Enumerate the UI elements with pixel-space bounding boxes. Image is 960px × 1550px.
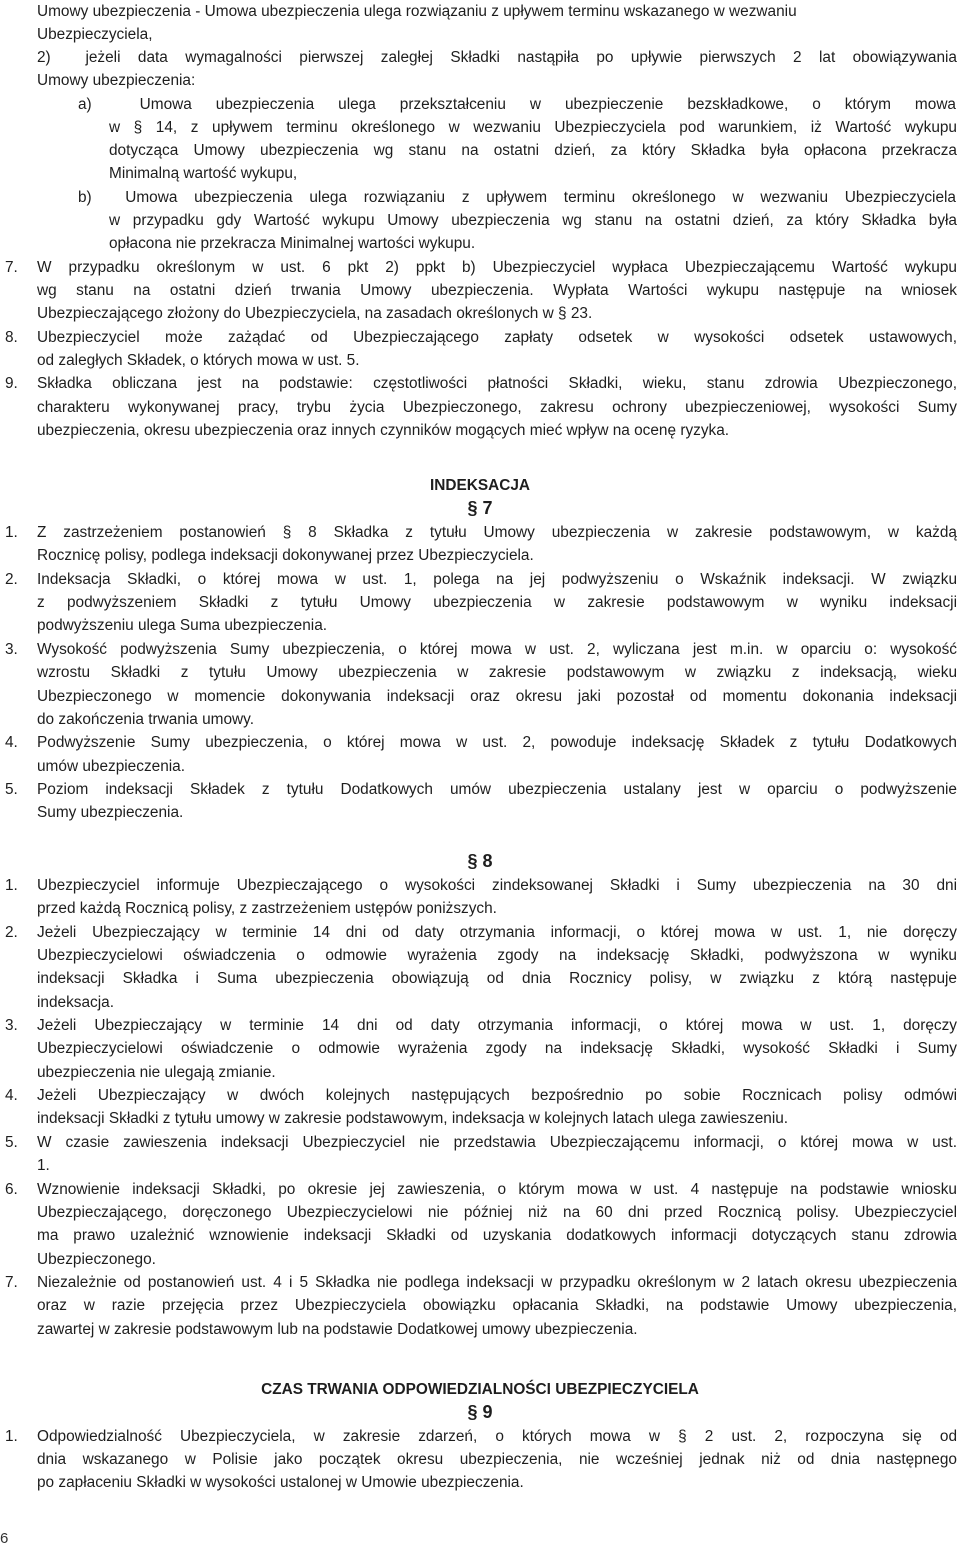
text-line: 3. [5,1017,18,1034]
text-line: 1. [5,877,18,894]
text-line: Jeżeli Ubezpieczający w dwóch kolejnych następujących bezpośrednio po sobie Rocznicach polisy odmówi [37,1087,957,1104]
text-line: indeksacji Składki z tytułu umowy w zakresie podstawowym, indeksacja w kolejnych latach ulega zawieszeniu. [37,1110,789,1127]
section-heading: § 9 [467,1402,493,1422]
text-line: Składka obliczana jest na podstawie: częstotliwości płatności Składki, wieku, stanu zdrowia Ubezpieczonego, [37,375,957,392]
text-line: Umowy ubezpieczenia: [37,72,196,89]
text-line: W przypadku określonym w ust. 6 pkt 2) ppkt b) Ubezpieczyciel wypłaca Ubezpieczającemu Wartość wykupu [37,259,957,276]
text-line: Ubezpieczyciel informuje Ubezpieczającego o wysokości zindeksowanej Składki i Sumy ubezpieczenia na 30 dni [37,877,957,894]
text-line: 2) jeżeli data wymagalności pierwszej zaległej Składki nastąpiła po upływie pierwszych 2 lat obowiązywania [37,49,957,66]
text-line: indeksacji Składka i Suma ubezpieczenia obowiązują od dnia Rocznicy polisy, w związku z którą następuje [37,970,957,987]
text-line: Ubezpieczającego złożony do Ubezpieczyciela, na zasadach określonych w § 23. [37,305,593,322]
text-line: Ubezpieczyciel może zażądać od Ubezpieczającego zapłaty odsetek w wysokości odsetek ustawowych, [37,329,957,346]
text-line: oraz w razie przejęcia przez Ubezpieczyciela obowiązku opłacania Składki, na podstawie Umowy ubezpieczenia, [37,1297,957,1314]
text-line: Podwyższenie Sumy ubezpieczenia, o której mowa w ust. 2, powoduje indeksację Składek z tytułu Dodatkowych [37,734,957,751]
text-line: Jeżeli Ubezpieczający w terminie 14 dni od daty otrzymania informacji, o której mowa w ust. 1, nie doręczy [37,924,957,941]
text-line: dnia wskazanego w Polisie jako początek okresu ubezpieczenia, nie wcześniej jednak niż od dnia następnego [37,1451,957,1468]
text-line: z podwyższeniem Składki z tytułu Umowy ubezpieczenia w zakresie podstawowym w wyniku indeksacji [37,594,957,611]
text-line: Z zastrzeżeniem postanowień § 8 Składka z tytułu Umowy ubezpieczenia w zakresie podstawowym, w każdą [37,524,957,541]
text-line: 1. [5,1428,18,1445]
text-line: Jeżeli Ubezpieczający w terminie 14 dni od daty otrzymania informacji, o której mowa w ust. 1, doręczy [37,1017,957,1034]
section-heading: CZAS TRWANIA ODPOWIEDZIALNOŚCI UBEZPIECZYCIELA [261,1381,699,1398]
text-line: Indeksacja Składki, o której mowa w ust. 1, polega na jej podwyższeniu o Wskaźnik indeksacji. W związku [37,571,957,588]
text-line: 2. [5,571,18,588]
section-heading: INDEKSACJA [429,477,531,494]
text-line: umów ubezpieczenia. [37,758,186,775]
text-line: Niezależnie od postanowień ust. 4 i 5 Składka nie podlega indeksacji w przypadku określonym w 2 latach okresu ubezpieczenia [37,1274,957,1291]
text-line: ma prawo uzależnić wznowienie indeksacji Składki od uzyskania dodatkowych informacji dotyczących stanu zdrowia [37,1227,957,1244]
text-line: indeksacja. [37,994,114,1011]
text-line: Sumy ubezpieczenia. [37,804,184,821]
text-line: Umowy ubezpieczenia - Umowa ubezpieczenia ulega rozwiązaniu z upływem terminu wskazanego w wezwaniu [37,3,797,20]
text-line: 7. [5,1274,18,1291]
text-line: 1. [5,524,18,541]
text-line: od zaległych Składek, o których mowa w ust. 5. [37,352,360,369]
page-number: 6 [0,1530,9,1547]
text-line: Ubezpieczonego w momencie dokonywania indeksacji oraz okresu jaki pozostał od momentu dokonania indeksacji [37,688,957,705]
text-line: wzrostu Składki z tytułu Umowy ubezpieczenia w zakresie podstawowym w związku z indeksacją, wieku [37,664,957,681]
text-line: 9. [5,375,18,392]
text-line: Ubezpieczycielowi oświadczenia o odmowie wyrażenia zgody na indeksację Składki, podwyższona w wyniku [37,947,957,964]
text-line: wg stanu na ostatni dzień trwania Umowy ubezpieczenia. Wypłata Wartości wykupu następuje na wniosek [37,282,957,299]
text-line: Ubezpieczonego. [37,1251,156,1268]
text-line: dotycząca Umowy ubezpieczenia wg stanu na ostatni dzień, za który Składka była opłacona przekracza [109,142,957,159]
text-line: ubezpieczenia, okresu ubezpieczenia oraz innych czynników mogących mieć wpływ na ocenę ryzyka. [37,422,730,439]
text-line: 4. [5,734,18,751]
text-line: po zapłaceniu Składki w wysokości ustalonej w Umowie ubezpieczenia. [37,1474,524,1491]
text-line: 7. [5,259,18,276]
text-line: w przypadku gdy Wartość wykupu Umowy ubezpieczenia wg stanu na ostatni dzień, za który Składka była [109,212,957,229]
text-line: 2. [5,924,18,941]
text-line: Minimalną wartość wykupu, [109,165,298,182]
text-line: 4. [5,1087,18,1104]
text-line: charakteru wykonywanej pracy, trybu życia Ubezpieczonego, zakresu ochrony ubezpieczeniowej, wysokości Sumy [37,399,957,416]
text-line: 6. [5,1181,18,1198]
text-line: 5. [5,781,18,798]
section-heading: § 7 [467,498,493,518]
text-line: Ubezpieczającego, doręczonego Ubezpieczycielowi nie później niż na 60 dni przed Rocznicą polisy. Ubezpieczyciel [37,1204,957,1221]
text-line: Poziom indeksacji Składek z tytułu Dodatkowych umów ubezpieczenia ustalany jest w oparciu o podwyższenie [37,781,957,798]
section-heading: § 8 [467,851,493,871]
text-line: Ubezpieczyciela, [37,26,153,43]
text-line: w § 14, z upływem terminu określonego w wezwaniu Ubezpieczyciela pod warunkiem, iż Wartość wykupu [109,119,957,136]
text-line: 3. [5,641,18,658]
text-line: zawartej w zakresie podstawowym lub na podstawie Dodatkowej umowy ubezpieczenia. [37,1321,638,1338]
text-line: 1. [37,1157,50,1174]
text-line: 5. [5,1134,18,1151]
text-line: podwyższeniu ulega Suma ubezpieczenia. [37,617,328,634]
text-line: przed każdą Rocznicą polisy, z zastrzeżeniem ustępów poniższych. [37,900,497,917]
text-line: a) Umowa ubezpieczenia ulega przekształceniu w ubezpieczenie bezskładkowe, o którym mowa [78,96,956,113]
text-line: ubezpieczenia nie ulegają zmianie. [37,1064,276,1081]
text-line: Odpowiedzialność Ubezpieczyciela, w zakresie zdarzeń, o których mowa w § 2 ust. 2, rozpoczyna się od [37,1428,957,1445]
text-line: 8. [5,329,18,346]
text-line: Wysokość podwyższenia Sumy ubezpieczenia, o której mowa w ust. 2, wyliczana jest m.in. w oparciu o: wysokość [37,641,957,658]
text-line: Wznowienie indeksacji Składki, po okresie jej zawieszenia, o którym mowa w ust. 4 następuje na podstawie wniosku [37,1181,957,1198]
text-line: Ubezpieczycielowi oświadczenie o odmowie wyrażenia zgody na indeksację Składki, wysokość Składki i Sumy [37,1040,957,1057]
text-line: b) Umowa ubezpieczenia ulega rozwiązaniu z upływem terminu określonego w wezwaniu Ubezpieczyciela [78,189,956,206]
text-line: W czasie zawieszenia indeksacji Ubezpieczyciel nie przedstawia Ubezpieczającemu informacji, o której mowa w ust. [37,1134,957,1151]
text-line: opłacona nie przekracza Minimalnej wartości wykupu. [109,235,476,252]
text-line: Rocznicę polisy, podlega indeksacji dokonywanej przez Ubezpieczyciela. [37,547,534,564]
text-line: do zakończenia trwania umowy. [37,711,255,728]
